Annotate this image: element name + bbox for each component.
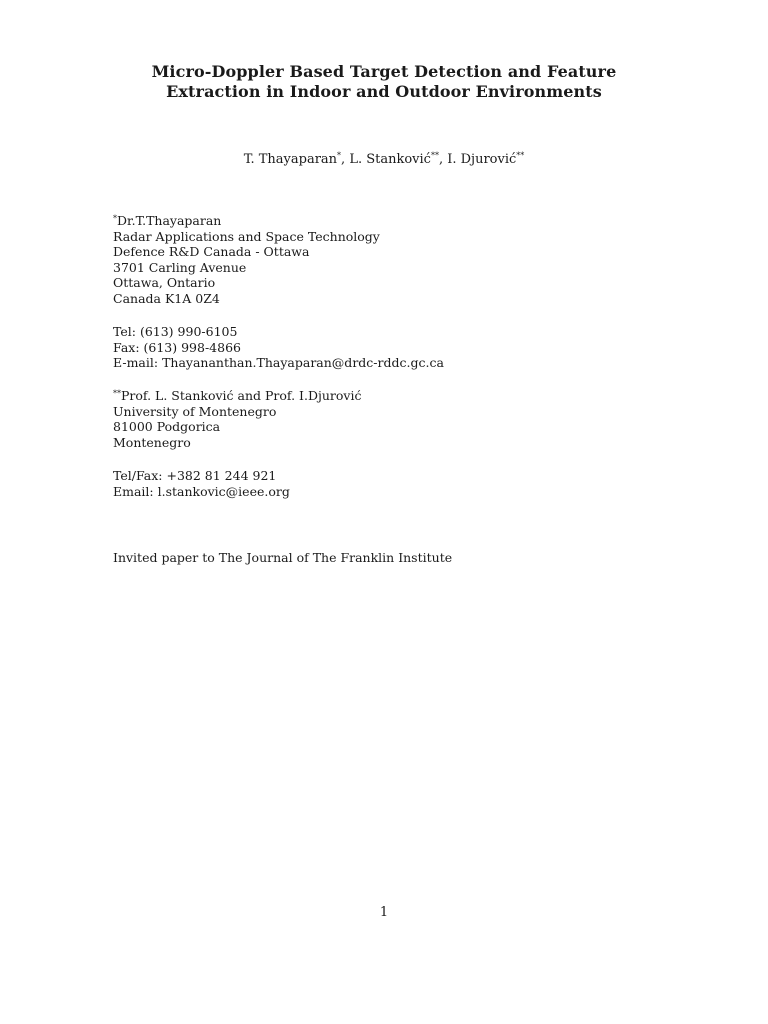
author-separator: , — [438, 152, 448, 167]
affiliation-mark: ** — [113, 389, 121, 398]
affiliation-name: Dr.T.Thayaparan — [117, 213, 222, 228]
contact-line: E-mail: Thayananthan.Thayaparan@drdc-rddc.gc.ca — [113, 355, 444, 371]
affiliation-block-2 — [113, 388, 361, 450]
affiliation-block-1 — [113, 213, 380, 307]
affiliation-line: 3701 Carling Avenue — [113, 259, 247, 275]
contact-line: Tel: (613) 990-6105 — [113, 324, 238, 339]
affiliation-line: Ottawa, Ontario — [113, 275, 216, 291]
author-mark: * — [337, 151, 342, 160]
affiliation-line: Radar Applications and Space Technology — [113, 228, 380, 244]
author-separator: , — [341, 152, 350, 167]
page-number: 1 — [379, 905, 389, 920]
contact-line: Fax: (613) 998-4866 — [113, 339, 241, 355]
author-list — [0, 151, 768, 168]
paper-title — [0, 62, 768, 102]
invitation-note: Invited paper to The Journal of The Franklin Institute — [113, 550, 453, 565]
affiliation-line: 81000 Podgorica — [113, 419, 221, 435]
affiliation-line — [113, 213, 380, 229]
affiliation-line: Canada K1A 0Z4 — [113, 290, 220, 306]
title-line-1: Micro-Doppler Based Target Detection and Feature — [151, 62, 617, 81]
author-mark: ** — [430, 151, 439, 160]
affiliation-name: Prof. L. Stanković and Prof. I.Djurović — [121, 388, 362, 403]
contact-block-1 — [113, 324, 444, 371]
contact-line: Email: l.stankovic@ieee.org — [113, 483, 290, 499]
affiliation-line: Montenegro — [113, 434, 191, 450]
title-line-2: Extraction in Indoor and Outdoor Environments — [166, 82, 602, 101]
affiliation-line: Defence R&D Canada - Ottawa — [113, 244, 310, 260]
contact-block-2 — [113, 468, 290, 499]
author-name: T. Thayaparan — [243, 152, 338, 167]
author-name: L. Stanković — [349, 152, 431, 167]
affiliation-mark: * — [113, 214, 117, 223]
affiliation-line — [113, 388, 361, 404]
author-mark: ** — [516, 151, 525, 160]
author-name: I. Djurović — [447, 152, 517, 167]
affiliation-line: University of Montenegro — [113, 403, 277, 419]
contact-line: Tel/Fax: +382 81 244 921 — [113, 468, 277, 483]
